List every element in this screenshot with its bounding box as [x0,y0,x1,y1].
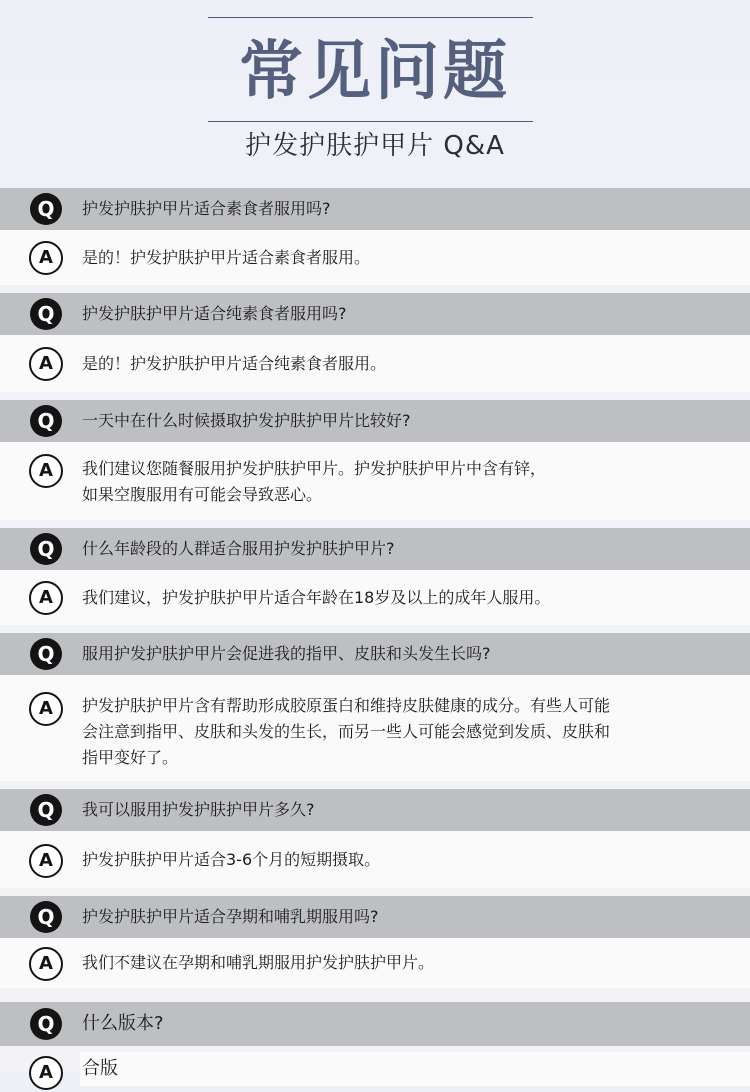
faq-question-row [0,400,750,442]
faq-answer-row [0,831,750,888]
faq-answer-row [0,230,750,285]
q-badge-icon: Q [30,638,62,670]
a-badge-icon: A [29,947,63,981]
a-badge-icon: A [29,347,63,381]
q-badge-icon: Q [30,901,62,933]
q-badge-icon: Q [30,298,62,330]
faq-question-row [0,188,750,230]
q-badge-icon: Q [30,794,62,826]
faq-answer-row [0,1046,750,1092]
faq-question-text: 护发护肤护甲片适合纯素食者服用吗? [82,304,347,323]
q-badge-icon: Q [30,405,62,437]
a-badge-icon: A [29,692,63,726]
faq-answer-text: 是的！护发护肤护甲片适合纯素食者服用。 [82,354,387,373]
header-divider-rule [208,121,533,122]
faq-answer-text: 是的！护发护肤护甲片适合素食者服用。 [82,248,371,267]
faq-answer-row [0,442,750,520]
a-badge-icon: A [29,844,63,878]
faq-question-text: 护发护肤护甲片适合素食者服用吗? [82,199,331,218]
faq-answer-text: 合版 [82,1058,118,1079]
faq-answer-text: 我们建议，护发护肤护甲片适合年龄在18岁及以上的成年人服用。 [82,588,551,607]
q-badge-icon: Q [30,533,62,565]
a-badge-icon: A [29,581,63,615]
q-badge-icon: Q [30,193,62,225]
faq-question-text: 一天中在什么时候摄取护发护肤护甲片比较好? [82,411,411,430]
page-title: 常见问题 [239,35,511,109]
faq-answer-line: 我们建议您随餐服用护发护肤护甲片。护发护肤护甲片中含有锌， [82,459,547,478]
q-badge-icon: Q [30,1008,62,1040]
faq-answer-text: 我们不建议在孕期和哺乳期服用护发护肤护甲片。 [82,953,435,972]
faq-question-row [0,633,750,675]
faq-answer-line: 护发护肤护甲片含有帮助形成胶原蛋白和维持皮肤健康的成分。有些人可能 [82,696,611,715]
a-badge-icon: A [29,241,63,275]
faq-list [0,188,750,1092]
header [0,0,750,188]
faq-answer-line: 如果空腹服用有可能会导致恶心。 [82,485,323,504]
faq-question-row [0,1002,750,1046]
faq-answer-text: 护发护肤护甲片适合3-6个月的短期摄取。 [82,850,381,869]
faq-answer-row [0,675,750,781]
a-badge-icon: A [29,454,63,488]
a-badge-icon: A [29,1056,63,1090]
faq-answer-line: 指甲变好了。 [82,748,179,767]
faq-question-text: 服用护发护肤护甲片会促进我的指甲、皮肤和头发生长吗? [82,644,491,663]
faq-answer-text [82,456,702,508]
faq-answer-text [82,693,702,771]
faq-question-row [0,789,750,831]
header-top-rule [208,17,533,18]
faq-question-row [0,293,750,335]
faq-question-row [0,528,750,570]
faq-answer-row [0,335,750,392]
faq-question-text: 护发护肤护甲片适合孕期和哺乳期服用吗? [82,907,379,926]
faq-question-text: 什么版本? [82,1013,164,1034]
faq-question-text: 什么年龄段的人群适合服用护发护肤护甲片? [82,539,395,558]
faq-answer-row [0,570,750,625]
faq-answer-line: 会注意到指甲、皮肤和头发的生长，而另一些人可能会感觉到发质、皮肤和 [82,722,611,741]
faq-answer-row [0,938,750,988]
faq-question-text: 我可以服用护发护肤护甲片多久? [82,800,315,819]
page-subtitle: 护发护肤护甲片 Q&A [245,131,505,161]
faq-question-row [0,896,750,938]
